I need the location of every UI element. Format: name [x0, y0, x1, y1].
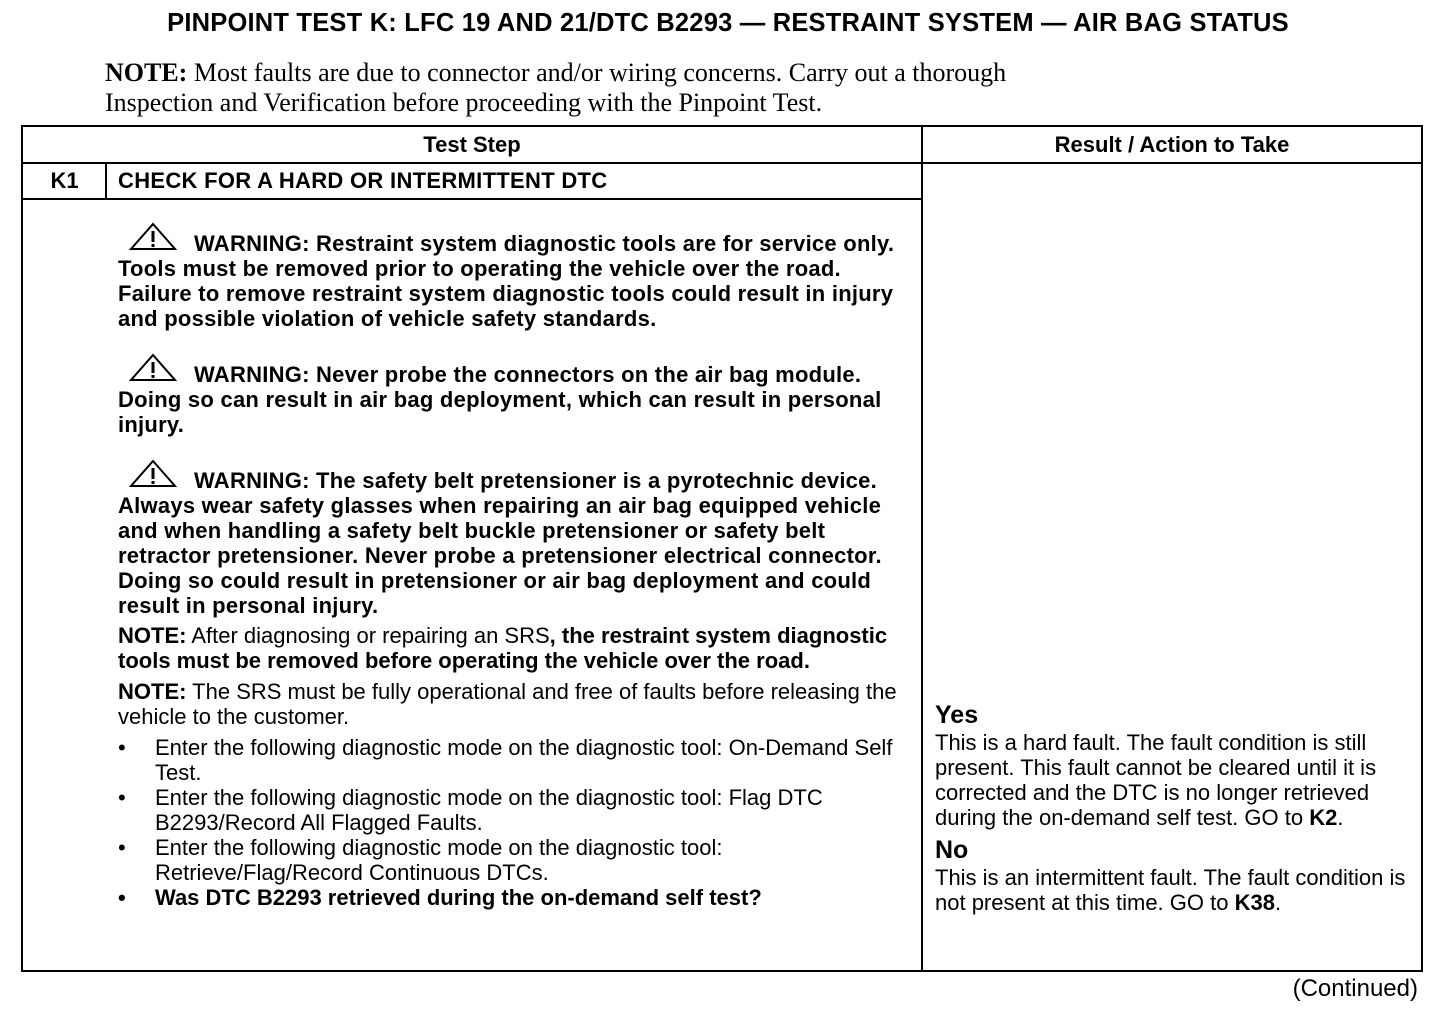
- warning-1: [118, 222, 918, 331]
- yes-result-text: This is a hard fault. The fault condition is still present. This fault cannot be cleared until it is corrected and the DTC is no longer retrieved during the on-demand self test. GO to: [935, 730, 1377, 830]
- list-item: [118, 735, 918, 785]
- note-1: [118, 623, 918, 673]
- pinpoint-table: [21, 125, 1423, 972]
- question-text: Was DTC B2293 retrieved during the on-demand self test?: [155, 885, 762, 910]
- question-item: [118, 885, 918, 910]
- bullet: •: [118, 885, 126, 910]
- no-label: No: [935, 836, 969, 864]
- intro-note-text-2: Inspection and Verification before proceeding with the Pinpoint Test.: [105, 88, 823, 117]
- step-title: CHECK FOR A HARD OR INTERMITTENT DTC: [118, 168, 608, 193]
- yes-result-end: .: [1337, 805, 1344, 830]
- note-2-text: The SRS must be fully operational and free of faults before releasing the vehicle to the customer.: [118, 679, 897, 729]
- list-item-text: Enter the following diagnostic mode on the diagnostic tool: On-Demand Self Test.: [155, 735, 893, 785]
- list-item-text: Enter the following diagnostic mode on the diagnostic tool: Retrieve/Flag/Record Continuous DTCs.: [155, 835, 723, 885]
- test-step-body: [118, 222, 918, 910]
- no-result-end: .: [1274, 890, 1282, 915]
- intro-note-text-1: Most faults are due to connector and/or wiring concerns. Carry out a thorough: [187, 58, 1007, 87]
- note-2-label: NOTE:: [118, 679, 187, 704]
- column-header-result: Result / Action to Take: [1054, 132, 1290, 157]
- warning-3: [118, 459, 918, 618]
- warning-2: [118, 353, 918, 437]
- step-id: K1: [50, 168, 79, 193]
- column-divider: [921, 127, 923, 970]
- bullet: •: [118, 835, 126, 860]
- list-item: [118, 785, 918, 835]
- intro-note: [105, 58, 1305, 118]
- bullet: •: [118, 735, 126, 760]
- warning-triangle-icon: [128, 459, 178, 489]
- bullet: •: [118, 785, 126, 810]
- warning-2-text: WARNING: Never probe the connectors on the air bag module. Doing so can result in air bag deployment, which can result in personal injury.: [118, 362, 882, 437]
- note-1-text: After diagnosing or repairing an SRS: [186, 623, 550, 648]
- no-result-text: This is an intermittent fault. The fault condition is not present at this time. GO to: [935, 865, 1406, 915]
- no-result: [935, 865, 1420, 915]
- continued-label: (Continued): [1292, 975, 1418, 1002]
- note-2: [118, 679, 918, 729]
- warning-1-text: WARNING: Restraint system diagnostic tools are for service only. Tools must be removed prior to operating the vehicle over the road. Failure to remove restraint system diagnostic tools could result in injury and possible violation of vehicle safety standards.: [118, 231, 895, 331]
- note-1-bold-text: , the restraint system diagnostic tools must be removed before operating the vehicle over the road.: [118, 623, 888, 673]
- instruction-list: [118, 735, 918, 910]
- column-header-test-step: Test Step: [423, 132, 521, 157]
- intro-note-label: NOTE:: [105, 58, 188, 87]
- goto-k38-link[interactable]: K38: [1234, 890, 1275, 915]
- note-1-label: NOTE:: [118, 623, 187, 648]
- list-item: [118, 835, 918, 885]
- list-item-text: Enter the following diagnostic mode on the diagnostic tool: Flag DTC B2293/Record All Flagged Faults.: [155, 785, 823, 835]
- warning-triangle-icon: [128, 353, 178, 383]
- goto-k2-link[interactable]: K2: [1309, 805, 1338, 830]
- page-title: PINPOINT TEST K: LFC 19 AND 21/DTC B2293 — RESTRAINT SYSTEM — AIR BAG STATUS: [167, 9, 1289, 37]
- warning-triangle-icon: [128, 222, 178, 252]
- warning-3-text: WARNING: The safety belt pretensioner is a pyrotechnic device. Always wear safety glasses when repairing an air bag equipped vehicle and when handling a safety belt buckle pretensioner or safety belt retractor pretensioner. Never probe a pretensioner electrical connector. Doing so could result in pretensioner or air bag deployment and could result in personal injury.: [118, 468, 882, 618]
- yes-label: Yes: [935, 701, 979, 729]
- yes-result: [935, 730, 1420, 830]
- result-column: [935, 701, 1420, 915]
